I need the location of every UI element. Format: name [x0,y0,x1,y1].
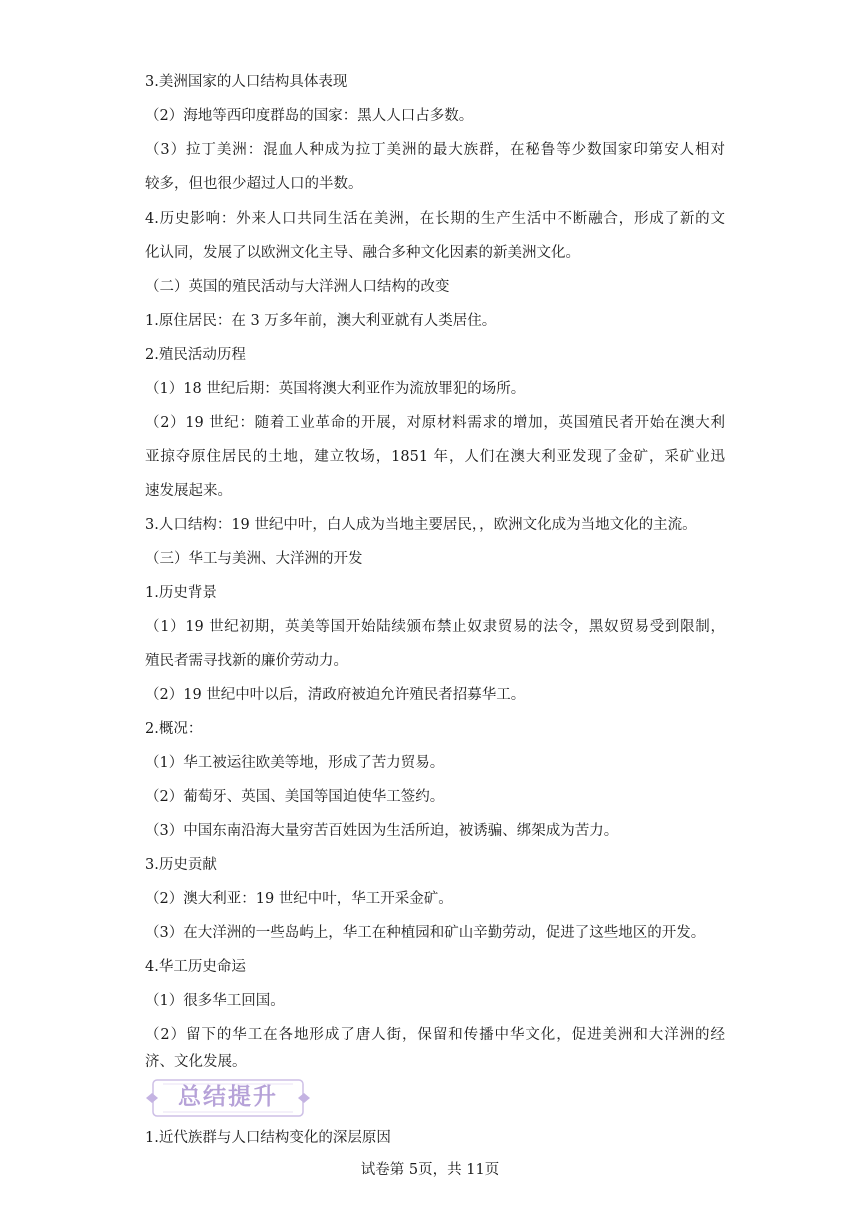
text-line: （2）19 世纪：随着工业革命的开展，对原材料需求的增加，英国殖民者开始在澳大利 [145,415,725,431]
text-line: 速发展起来。 [145,483,232,499]
heading-line: 4.华工历史命运 [145,959,246,975]
summary-badge [143,1077,313,1119]
heading-line: 1.近代族群与人口结构变化的深层原因 [145,1130,391,1146]
section-heading: （三）华工与美洲、大洋洲的开发 [145,551,363,567]
heading-line: 2.殖民活动历程 [145,347,246,363]
text-line: 化认同，发展了以欧洲文化主导、融合多种文化因素的新美洲文化。 [145,245,580,261]
text-line: 亚掠夺原住居民的土地，建立牧场，1851 年，人们在澳大利亚发现了金矿，采矿业迅 [145,449,725,465]
text-line: （1）19 世纪初期，英美等国开始陆续颁布禁止奴隶贸易的法令，黑奴贸易受到限制， [145,619,725,635]
text-line: （2）海地等西印度群岛的国家：黑人人口占多数。 [145,108,474,124]
text-line: （2）留下的华工在各地形成了唐人街，保留和传播中华文化，促进美洲和大洋洲的经 [145,1027,725,1043]
text-line: （2）葡萄牙、英国、美国等国迫使华工签约。 [145,789,445,805]
heading-line: 3.美洲国家的人口结构具体表现 [145,74,348,90]
heading-line: 2.概况： [145,721,203,737]
text-line: 较多，但也很少超过人口的半数。 [145,176,363,192]
text-line: （3）在大洋洲的一些岛屿上，华工在种植园和矿山辛勤劳动，促进了这些地区的开发。 [145,925,706,941]
text-line: 3.人口结构：19 世纪中叶，白人成为当地主要居民，，欧洲文化成为当地文化的主流。 [145,517,697,533]
badge-label: 总结提升 [178,1084,278,1110]
text-line: 济、文化发展。 [145,1054,247,1070]
text-line: （2）19 世纪中叶以后，清政府被迫允许殖民者招募华工。 [145,687,526,703]
text-line: 1.原住居民：在 3 万多年前，澳大利亚就有人类居住。 [145,313,497,329]
text-line: （1）18 世纪后期：英国将澳大利亚作为流放罪犯的场所。 [145,381,526,397]
text-line: （1）很多华工回国。 [145,993,285,1009]
section-heading: （二）英国的殖民活动与大洋洲人口结构的改变 [145,279,450,295]
heading-line: 3.历史贡献 [145,857,217,873]
text-line: 殖民者需寻找新的廉价劳动力。 [145,653,348,669]
heading-line: 1.历史背景 [145,585,217,601]
text-line: （3）拉丁美洲：混血人种成为拉丁美洲的最大族群，在秘鲁等少数国家印第安人相对 [145,142,725,158]
page-footer: 试卷第 5页，共 11页 [360,1162,500,1178]
text-line: 4.历史影响：外来人口共同生活在美洲，在长期的生产生活中不断融合，形成了新的文 [145,211,725,227]
text-line: （3）中国东南沿海大量穷苦百姓因为生活所迫，被诱骗、绑架成为苦力。 [145,823,619,839]
text-line: （2）澳大利亚：19 世纪中叶，华工开采金矿。 [145,891,453,907]
text-line: （1）华工被运往欧美等地，形成了苦力贸易。 [145,755,445,771]
